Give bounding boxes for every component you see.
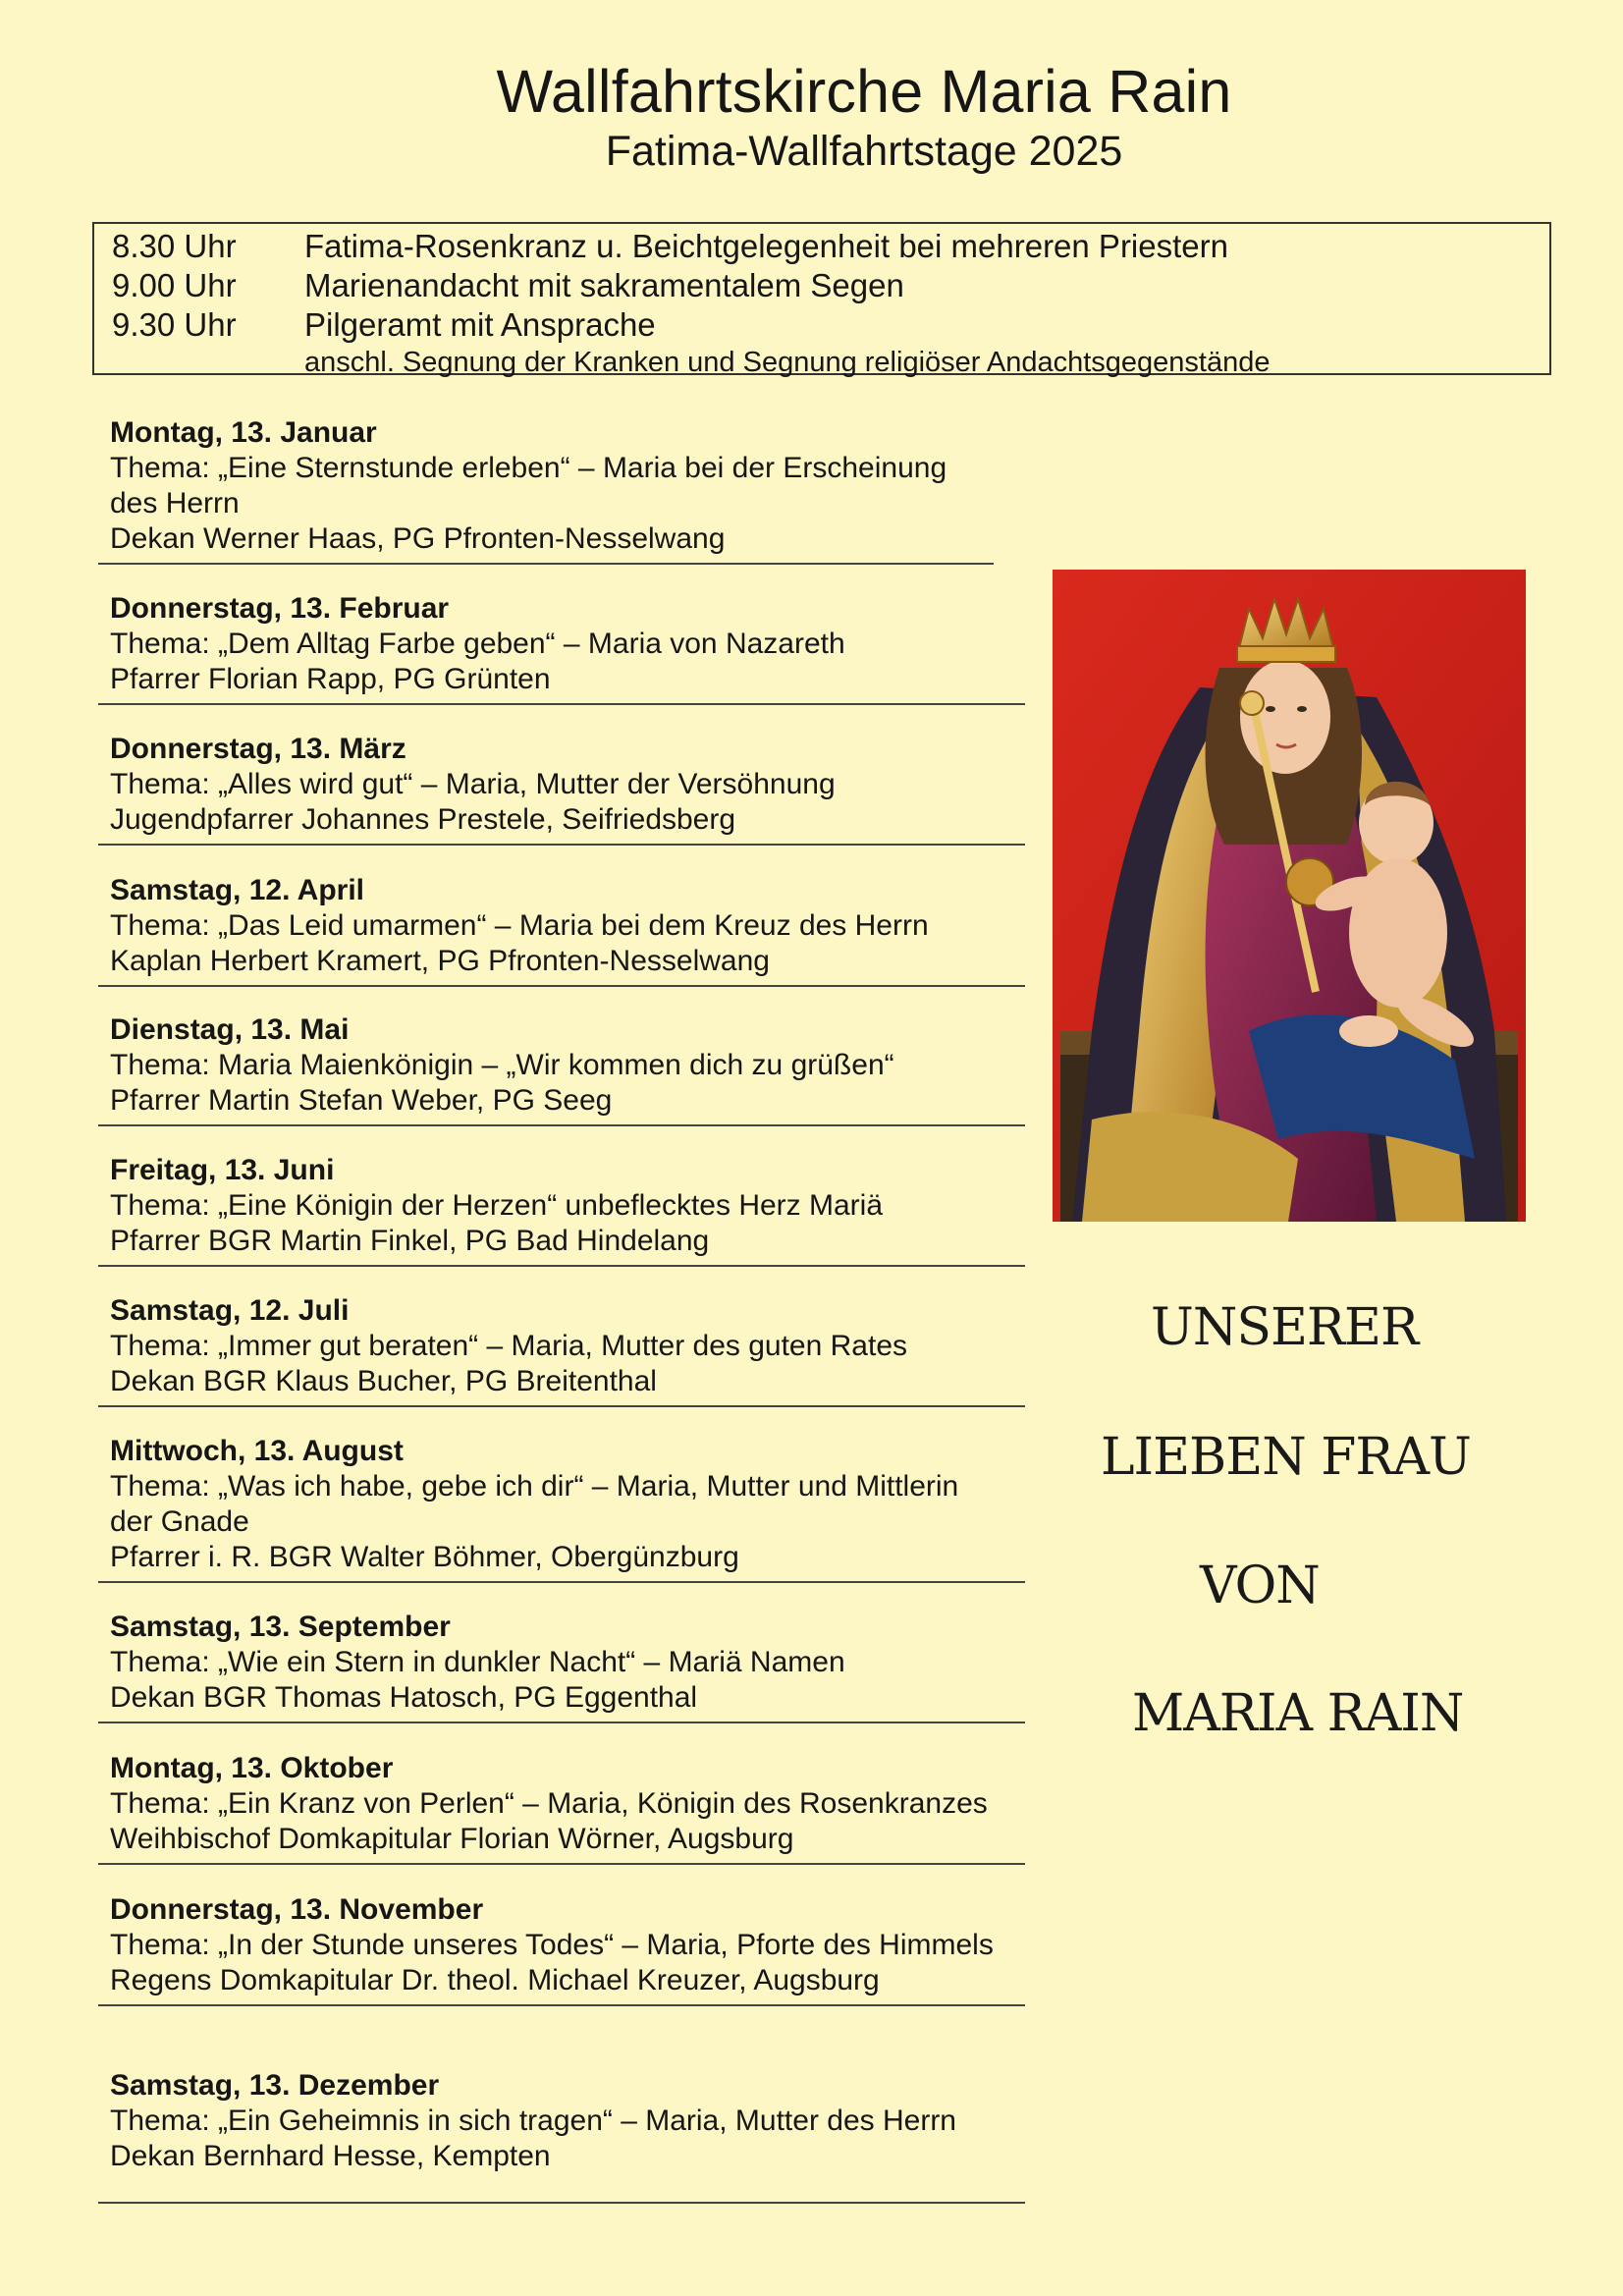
event-priest: Regens Domkapitular Dr. theol. Michael Kreuzer, Augsburg xyxy=(110,1964,880,1996)
event-priest: Pfarrer BGR Martin Finkel, PG Bad Hindelang xyxy=(110,1225,710,1257)
dedication-line: VON xyxy=(1200,1557,1320,1615)
event-priest: Jugendpfarrer Johannes Prestele, Seifriedsberg xyxy=(110,803,736,836)
divider xyxy=(98,1581,1025,1583)
event-priest: Pfarrer Martin Stefan Weber, PG Seeg xyxy=(110,1084,613,1117)
event-priest: Kaplan Herbert Kramert, PG Pfronten-Nesselwang xyxy=(110,945,770,977)
schedule-description: Pilgeramt mit Ansprache xyxy=(304,306,656,343)
schedule-time: 9.30 Uhr xyxy=(112,306,237,343)
event-entry xyxy=(110,1610,1025,1716)
schedule-time: 8.30 Uhr xyxy=(112,228,237,264)
schedule-description: Marienandacht mit sakramentalem Segen xyxy=(304,267,904,303)
event-date: Dienstag, 13. Mai xyxy=(110,1013,350,1046)
daily-schedule-box xyxy=(92,222,1551,378)
event-date: Samstag, 12. Juli xyxy=(110,1294,350,1327)
divider xyxy=(98,2202,1025,2204)
event-date: Mittwoch, 13. August xyxy=(110,1435,404,1467)
event-date: Freitag, 13. Juni xyxy=(110,1154,335,1186)
event-date: Samstag, 13. September xyxy=(110,1611,451,1643)
event-priest: Dekan Bernhard Hesse, Kempten xyxy=(110,2140,551,2172)
schedule-time: 9.00 Uhr xyxy=(112,267,237,303)
divider xyxy=(98,985,1025,987)
page-subtitle: Fatima-Wallfahrtstage 2025 xyxy=(605,128,1123,175)
divider xyxy=(98,1405,1025,1407)
event-entry xyxy=(110,1434,974,1575)
event-theme: Thema: „Das Leid umarmen“ – Maria bei dem Kreuz des Herrn xyxy=(110,909,929,942)
event-date: Donnerstag, 13. November xyxy=(110,1893,484,1926)
divider xyxy=(98,1124,1025,1126)
event-theme: Thema: „Ein Geheimnis in sich tragen“ – Maria, Mutter des Herrn xyxy=(110,2105,956,2137)
divider xyxy=(98,2004,1025,2006)
event-theme: Thema: „In der Stunde unseres Todes“ – Maria, Pforte des Himmels xyxy=(110,1929,994,1961)
event-theme: Thema: „Ein Kranz von Perlen“ – Maria, Königin des Rosenkranzes xyxy=(110,1787,988,1820)
event-priest: Dekan BGR Thomas Hatosch, PG Eggenthal xyxy=(110,1681,698,1714)
event-entry xyxy=(110,415,994,557)
event-entry xyxy=(110,873,1025,979)
event-priest: Weihbischof Domkapitular Florian Wörner, Augsburg xyxy=(110,1823,794,1855)
event-date: Donnerstag, 13. Februar xyxy=(110,592,450,625)
page-title: Wallfahrtskirche Maria Rain xyxy=(496,58,1232,125)
event-theme: Thema: „Eine Königin der Herzen“ unbeflecktes Herz Mariä xyxy=(110,1189,884,1222)
event-date: Donnerstag, 13. März xyxy=(110,733,406,765)
event-entry xyxy=(110,732,1025,838)
event-priest: Dekan BGR Klaus Bucher, PG Breitenthal xyxy=(110,1365,657,1397)
event-entry xyxy=(110,1012,1025,1119)
event-date: Samstag, 13. Dezember xyxy=(110,2069,440,2102)
event-theme: Thema: „Alles wird gut“ – Maria, Mutter der Versöhnung xyxy=(110,768,836,800)
event-entry xyxy=(110,1751,1025,1857)
divider xyxy=(98,703,1025,705)
divider xyxy=(98,1863,1025,1865)
dedication-line: UNSERER xyxy=(1151,1298,1419,1357)
divider xyxy=(98,844,1025,846)
madonna-statue-picture xyxy=(1053,570,1526,1222)
event-entry xyxy=(110,1293,1025,1399)
dedication-line: MARIA RAIN xyxy=(1132,1684,1464,1743)
event-date: Montag, 13. Januar xyxy=(110,416,377,449)
event-priest: Pfarrer i. R. BGR Walter Böhmer, Obergünzburg xyxy=(110,1541,739,1573)
event-theme: Thema: „Eine Sternstunde erleben“ – Maria bei der Erscheinung des Herrn xyxy=(110,452,947,519)
schedule-note: anschl. Segnung der Kranken und Segnung religiöser Andachtsgegenstände xyxy=(304,347,1271,378)
event-theme: Thema: „Was ich habe, gebe ich dir“ – Maria, Mutter und Mittlerin der Gnade xyxy=(110,1470,959,1538)
event-theme: Thema: Maria Maienkönigin – „Wir kommen dich zu grüßen“ xyxy=(110,1049,894,1081)
dedication-line: LIEBEN FRAU xyxy=(1101,1428,1471,1487)
event-entry xyxy=(110,1153,1025,1259)
schedule-description: Fatima-Rosenkranz u. Beichtgelegenheit bei mehreren Priestern xyxy=(304,228,1228,264)
event-priest: Pfarrer Florian Rapp, PG Grünten xyxy=(110,663,551,695)
event-entry xyxy=(110,1892,994,1998)
event-theme: Thema: „Dem Alltag Farbe geben“ – Maria von Nazareth xyxy=(110,628,845,660)
event-date: Montag, 13. Oktober xyxy=(110,1752,394,1784)
divider xyxy=(98,563,994,565)
event-theme: Thema: „Immer gut beraten“ – Maria, Mutter des guten Rates xyxy=(110,1330,908,1362)
event-entry xyxy=(110,591,1025,697)
divider xyxy=(98,1265,1025,1267)
event-theme: Thema: „Wie ein Stern in dunkler Nacht“ – Mariä Namen xyxy=(110,1646,845,1678)
event-date: Samstag, 12. April xyxy=(110,874,364,906)
event-entry xyxy=(110,2068,1025,2174)
divider xyxy=(98,1722,1025,1723)
event-priest: Dekan Werner Haas, PG Pfronten-Nesselwang xyxy=(110,522,726,555)
